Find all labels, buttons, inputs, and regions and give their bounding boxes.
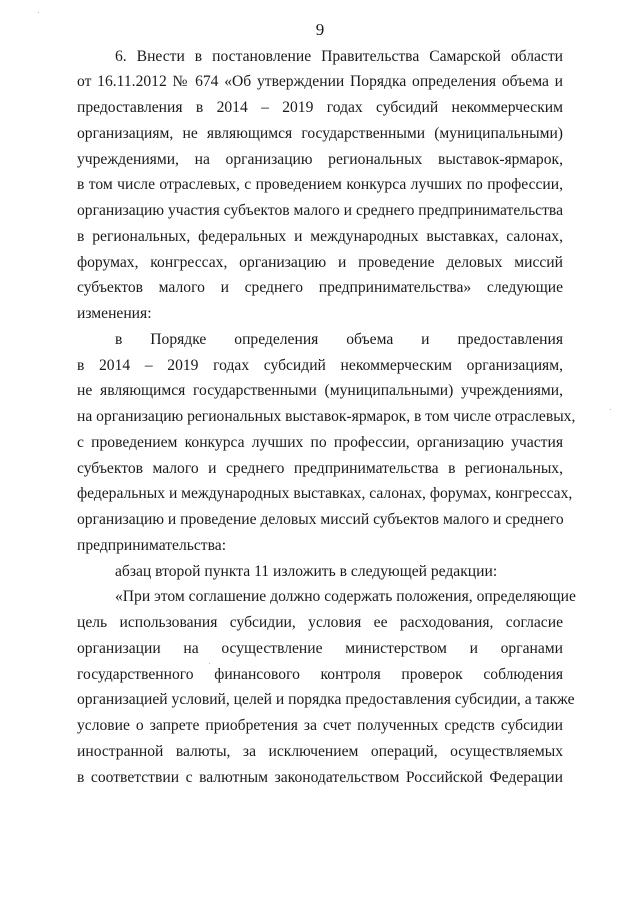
text-line: абзац второй пункта 11 изложить в следующей редакции: <box>115 562 498 580</box>
text-line: организациям, не являющимся государственными (муниципальными) <box>77 124 563 142</box>
text-line: не являющимся государственными (муниципальными) учреждениями, <box>77 382 563 400</box>
text-line: в региональных, федеральных и международных выставках, салонах, <box>77 227 563 245</box>
text-line: организацию участия субъектов малого и среднего предпринимательства <box>77 202 563 219</box>
page-number: 9 <box>315 20 325 39</box>
text-line: изменения: <box>77 305 152 322</box>
text-line: федеральных и международных выставках, салонах, форумах, конгрессах, <box>77 485 573 503</box>
text-line: организации на осуществление министерством и органами <box>77 639 563 657</box>
text-line: на организацию региональных выставок-ярмарок, в том числе отраслевых, <box>77 408 576 425</box>
text-line: иностранной валюты, за исключением операций, осуществляемых <box>77 742 563 760</box>
text-line: государственного финансового контроля проверок соблюдения <box>77 665 563 683</box>
scan-speck <box>610 409 611 410</box>
text-line: «При этом соглашение должно содержать положения, определяющие <box>115 588 576 606</box>
text-line: 6. Внести в постановление Правительства Самарской области <box>115 47 563 65</box>
text-line: цель использования субсидии, условия ее расходования, согласие <box>77 614 563 631</box>
text-line: субъектов малого и среднего предпринимательства» следующие <box>77 279 563 297</box>
text-line: форумах, конгрессах, организацию и проведение деловых миссий <box>77 253 563 271</box>
text-line: субъектов малого и среднего предпринимательства в региональных, <box>77 459 563 477</box>
text-line: в том числе отраслевых, с проведением конкурса лучших по профессии, <box>77 176 563 194</box>
scan-speck <box>38 12 39 13</box>
text-line: с проведением конкурса лучших по профессии, организацию участия <box>77 433 563 451</box>
text-line: от 16.11.2012 № 674 «Об утверждении Порядка определения объема и <box>77 73 563 91</box>
text-line: учреждениями, на организацию региональных выставок-ярмарок, <box>77 150 563 168</box>
text-line: организацией условий, целей и порядка предоставления субсидии, а также <box>77 691 575 709</box>
scan-speck <box>209 663 210 664</box>
text-line: организацию и проведение деловых миссий субъектов малого и среднего <box>77 511 564 528</box>
text-line: условие о запрете приобретения за счет полученных средств субсидии <box>77 717 563 734</box>
text-line: в 2014 – 2019 годах субсидий некоммерческим организациям, <box>77 356 563 374</box>
text-line: в соответствии с валютным законодательством Российской Федерации <box>77 768 563 786</box>
text-line: предпринимательства: <box>77 536 227 554</box>
text-line: предоставления в 2014 – 2019 годах субсидий некоммерческим <box>77 99 563 116</box>
text-line: в Порядке определения объема и предоставления <box>115 330 563 348</box>
